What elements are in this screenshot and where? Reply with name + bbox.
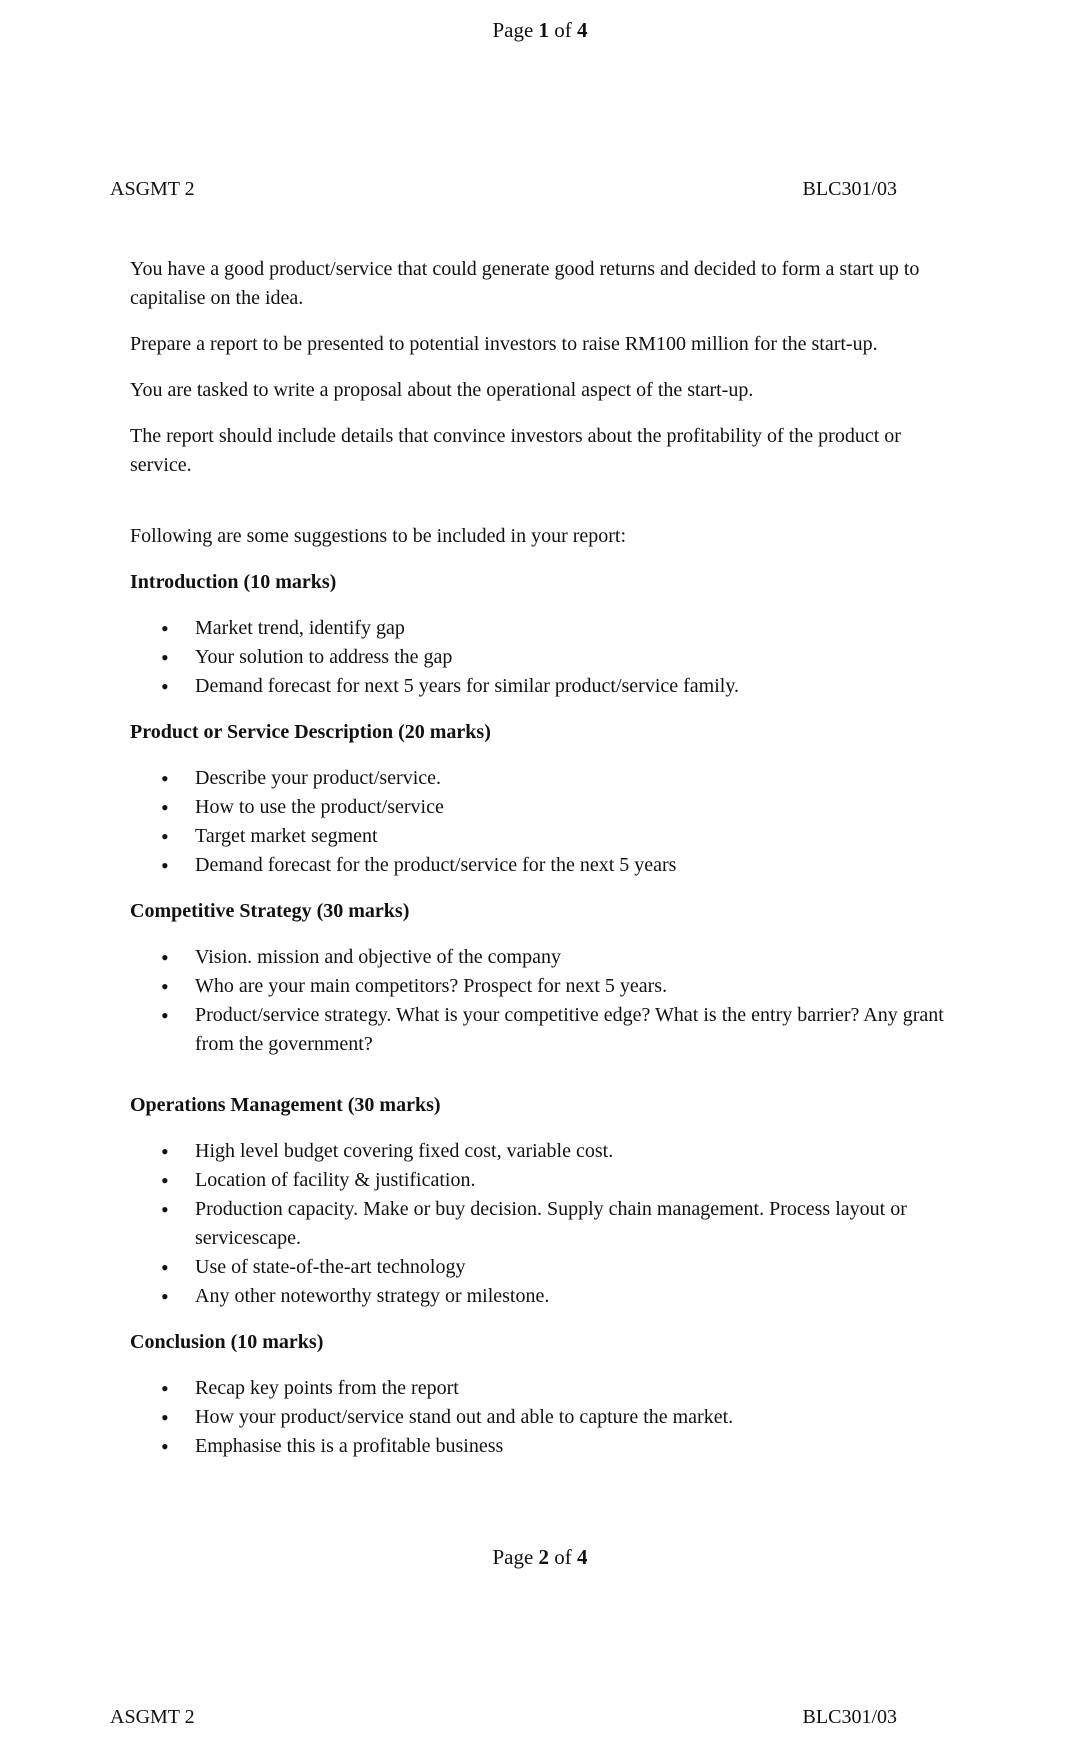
list-item: • Your solution to address the gap (130, 643, 960, 672)
section-list-operations-management (130, 1137, 960, 1311)
list-item: • High level budget covering fixed cost, variable cost. (130, 1137, 960, 1166)
intro-paragraph: Prepare a report to be presented to potential investors to raise RM100 million for the start-up. (130, 333, 878, 355)
section-list-introduction (130, 614, 960, 701)
section-list-conclusion (130, 1374, 960, 1461)
list-item: • Demand forecast for the product/service for the next 5 years (130, 851, 960, 880)
intro-paragraph: You are tasked to write a proposal about the operational aspect of the start-up. (130, 379, 754, 401)
section-list-competitive-strategy (130, 943, 960, 1059)
document-body (130, 255, 960, 1478)
page-number-1: Page 1 of 4 (492, 18, 588, 42)
next-page-header-left: ASGMT 2 (110, 1706, 195, 1728)
list-item: • Any other noteworthy strategy or milestone. (130, 1282, 960, 1311)
header-left: ASGMT 2 (110, 178, 195, 200)
list-item: • Product/service strategy. What is your competitive edge? What is the entry barrier? Any grant from the government? (130, 1001, 960, 1059)
next-page-header-right: BLC301/03 (802, 1706, 897, 1728)
section-title-product-description: Product or Service Description (20 marks) (130, 721, 491, 743)
suggestions-intro: Following are some suggestions to be included in your report: (130, 525, 627, 547)
list-item: • Production capacity. Make or buy decision. Supply chain management. Process layout or servicescape. (130, 1195, 960, 1253)
list-item: • Market trend, identify gap (130, 614, 960, 643)
section-list-product-description (130, 764, 960, 880)
section-title-conclusion: Conclusion (10 marks) (130, 1331, 324, 1353)
list-item: • How your product/service stand out and able to capture the market. (130, 1403, 960, 1432)
list-item: • Target market segment (130, 822, 960, 851)
section-title-competitive-strategy: Competitive Strategy (30 marks) (130, 900, 410, 922)
list-item: • How to use the product/service (130, 793, 960, 822)
list-item: • Who are your main competitors? Prospect for next 5 years. (130, 972, 960, 1001)
list-item: • Use of state-of-the-art technology (130, 1253, 960, 1282)
header-right: BLC301/03 (802, 178, 897, 200)
section-title-introduction: Introduction (10 marks) (130, 571, 337, 593)
list-item: • Recap key points from the report (130, 1374, 960, 1403)
list-item: • Describe your product/service. (130, 764, 960, 793)
list-item: • Emphasise this is a profitable business (130, 1432, 960, 1461)
section-title-operations-management: Operations Management (30 marks) (130, 1094, 441, 1116)
list-item: • Vision. mission and objective of the company (130, 943, 960, 972)
list-item: • Demand forecast for next 5 years for similar product/service family. (130, 672, 960, 701)
intro-paragraph: You have a good product/service that could generate good returns and decided to form a start up to capitalise on the idea. (130, 258, 920, 309)
intro-paragraph: The report should include details that convince investors about the profitability of the product or service. (130, 425, 901, 476)
list-item: • Location of facility & justification. (130, 1166, 960, 1195)
page-number-2: Page 2 of 4 (492, 1545, 588, 1569)
